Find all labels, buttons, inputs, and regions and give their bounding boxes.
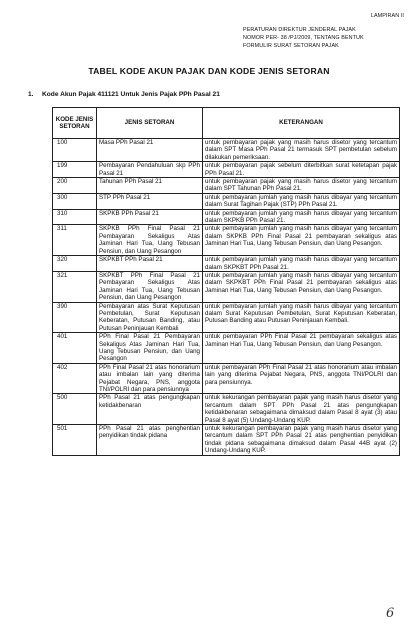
jenis-setoran-cell: SKPKBT PPh Pasal 21 xyxy=(97,256,203,272)
code-cell: 100 xyxy=(53,139,97,162)
keterangan-cell: untuk pembayaran PPh Final Pasal 21 pembayaran sekaligus atas Jaminan Hari Tua, Uang Tebusan Pensiun, dan Uang Pesangon. xyxy=(203,333,400,364)
jenis-setoran-cell: SKPKBT PPh Final Pasal 21 Pembayaran Sekaligus Atas Jaminan Hari Tua, Uang Tebusan Pensiun, dan Uang Pesangon xyxy=(97,271,203,302)
table-row xyxy=(53,193,400,209)
jenis-setoran-cell: SKPKB PPh Final Pasal 21 Pembayaran Sekaligus Atas Jaminan Hari Tua, Uang Tebusan Pensiun, dan Uang Pesangon xyxy=(97,225,203,256)
section-text: Kode Akun Pajak 411121 Untuk Jenis Pajak PPh Pasal 21 xyxy=(42,91,220,98)
keterangan-cell: untuk kekurangan pembayaran pajak yang masih harus disetor yang tercantum dalam SPT PPh Pasal 21 atas pengungkapan ketidakbenaran sebagaimana dimaksud dalam Pasal 8 ayat (3) atau Pasal 8 ayat (5) Undang-Undang KUP. xyxy=(203,394,400,425)
jenis-setoran-cell: PPh Final Pasal 21 atas honorarium atau imbalan lain yang diterima Pejabat Negara, PNS, anggota TNI/POLRI dan para pensiunnya xyxy=(97,363,203,394)
keterangan-cell: untuk pembayaran pajak yang masih harus disetor yang tercantum dalam SPT Tahunan PPh Pasal 21. xyxy=(203,178,400,194)
regulation-line: PERATURAN DIREKTUR JENDERAL PAJAK xyxy=(243,27,356,33)
code-cell: 321 xyxy=(53,271,97,302)
section-number: 1. xyxy=(28,91,34,98)
table-row xyxy=(53,256,400,272)
code-cell: 402 xyxy=(53,363,97,394)
document-header xyxy=(243,12,408,50)
table-row xyxy=(53,363,400,394)
code-cell: 200 xyxy=(53,178,97,194)
jenis-setoran-cell: STP PPh Pasal 21 xyxy=(97,193,203,209)
table-row xyxy=(53,225,400,256)
keterangan-cell: untuk pembayaran jumlah yang masih harus dibayar yang tercantum dalam SKPKBT PPh Final Pasal 21 pembayaran sekaligus atas Jaminan Hari Tua, Uang Tebusan Pensiun, dan Uang Pesangon. xyxy=(203,271,400,302)
code-cell: 500 xyxy=(53,394,97,425)
jenis-setoran-cell: Pembayaran Pendahuluan skp PPh Pasal 21 xyxy=(97,162,203,178)
handwritten-page-mark: 6 xyxy=(386,606,395,621)
jenis-setoran-cell: SKPKB PPh Pasal 21 xyxy=(97,209,203,225)
section-heading xyxy=(28,91,220,98)
code-cell: 310 xyxy=(53,209,97,225)
table-row xyxy=(53,271,400,302)
keterangan-cell: untuk pembayaran jumlah yang masih harus dibayar yang tercantum dalam Surat Tagihan Pajak (STP) PPh Pasal 21. xyxy=(203,193,400,209)
keterangan-cell: untuk pembayaran pajak sebelum diterbitkan surat ketetapan pajak PPh Pasal 21. xyxy=(203,162,400,178)
page-title: TABEL KODE AKUN PAJAK DAN KODE JENIS SETORAN xyxy=(88,66,330,76)
table-row xyxy=(53,302,400,333)
code-cell: 501 xyxy=(53,425,97,456)
keterangan-cell: untuk pembayaran jumlah yang masih harus dibayar yang tercantum dalam Surat Keputusan Pembetulan, Surat Keputusan Keberatan, Putusan Banding atau Putusan Peninjauan Kembali. xyxy=(203,302,400,333)
table-row xyxy=(53,178,400,194)
keterangan-cell: untuk pembayaran jumlah yang masih harus dibayar yang tercantum dalam SKPKB PPh Pasal 21. xyxy=(203,209,400,225)
regulation-number-line: NOMOR PER- 38 /PJ/2009, TENTANG BENTUK xyxy=(243,35,364,41)
table-header-row xyxy=(53,108,400,139)
keterangan-cell: untuk pembayaran jumlah yang masih harus dibayar yang tercantum dalam SKPKB PPh Final Pasal 21 pembayaran sekaligus atas Jaminan Hari Tua, Uang Tebusan Pensiun, dan Uang Pesangon. xyxy=(203,225,400,256)
code-cell: 311 xyxy=(53,225,97,256)
header-keterangan: KETERANGAN xyxy=(203,108,400,139)
table-body xyxy=(53,139,400,456)
table-row xyxy=(53,139,400,162)
regulation-subject-line: FORMULIR SURAT SETORAN PAJAK xyxy=(243,43,339,49)
tax-code-table xyxy=(52,107,400,456)
code-cell: 300 xyxy=(53,193,97,209)
jenis-setoran-cell: Tahunan PPh Pasal 21 xyxy=(97,178,203,194)
jenis-setoran-cell: Pembayaran atas Surat Keputusan Pembetulan, Surat Keputusan Keberatan, Putusan Banding, atau Putusan Peninjauan Kembali xyxy=(97,302,203,333)
code-cell: 320 xyxy=(53,256,97,272)
table-row xyxy=(53,425,400,456)
header-jenis-setoran: JENIS SETORAN xyxy=(97,108,203,139)
jenis-setoran-cell: PPh Pasal 21 atas pengungkapan ketidakbenaran xyxy=(97,394,203,425)
table-row xyxy=(53,333,400,364)
jenis-setoran-cell: PPh Pasal 21 atas penghentian penyidikan tindak pidana xyxy=(97,425,203,456)
code-cell: 401 xyxy=(53,333,97,364)
table-row xyxy=(53,209,400,225)
lampiran-label: LAMPIRAN II xyxy=(370,13,404,19)
table-row xyxy=(53,162,400,178)
keterangan-cell: untuk pembayaran jumlah yang masih harus dibayar yang tercantum dalam SKPKBT PPh Pasal 21. xyxy=(203,256,400,272)
keterangan-cell: untuk kekurangan pembayaran pajak yang masih harus disetor yang tercantum dalam SPT PPh Pasal 21 atas penghentian penyidikan tindak pidana sebagaimana dimaksud dalam Pasal 44B ayat (2) Undang-Undang KUP. xyxy=(203,425,400,456)
keterangan-cell: untuk pembayaran PPh Final Pasal 21 atas honorarium atau imbalan lain yang diterima Pejabat Negara, PNS, anggota TNI/POLRI dan para pensiunnya. xyxy=(203,363,400,394)
code-cell: 390 xyxy=(53,302,97,333)
table-row xyxy=(53,394,400,425)
header-kode-jenis-setoran: KODE JENIS SETORAN xyxy=(53,108,97,139)
jenis-setoran-cell: PPh Final Pasal 21 Pembayaran Sekaligus Atas Jaminan Hari Tua, Uang Tebusan Pensiun, dan Uang Pesangon xyxy=(97,333,203,364)
code-cell: 199 xyxy=(53,162,97,178)
jenis-setoran-cell: Masa PPh Pasal 21 xyxy=(97,139,203,162)
keterangan-cell: untuk pembayaran pajak yang masih harus disetor yang tercantum dalam SPT Masa PPh Pasal 21 termasuk SPT pembetulan sebelum dilakukan pemeriksaan. xyxy=(203,139,400,162)
